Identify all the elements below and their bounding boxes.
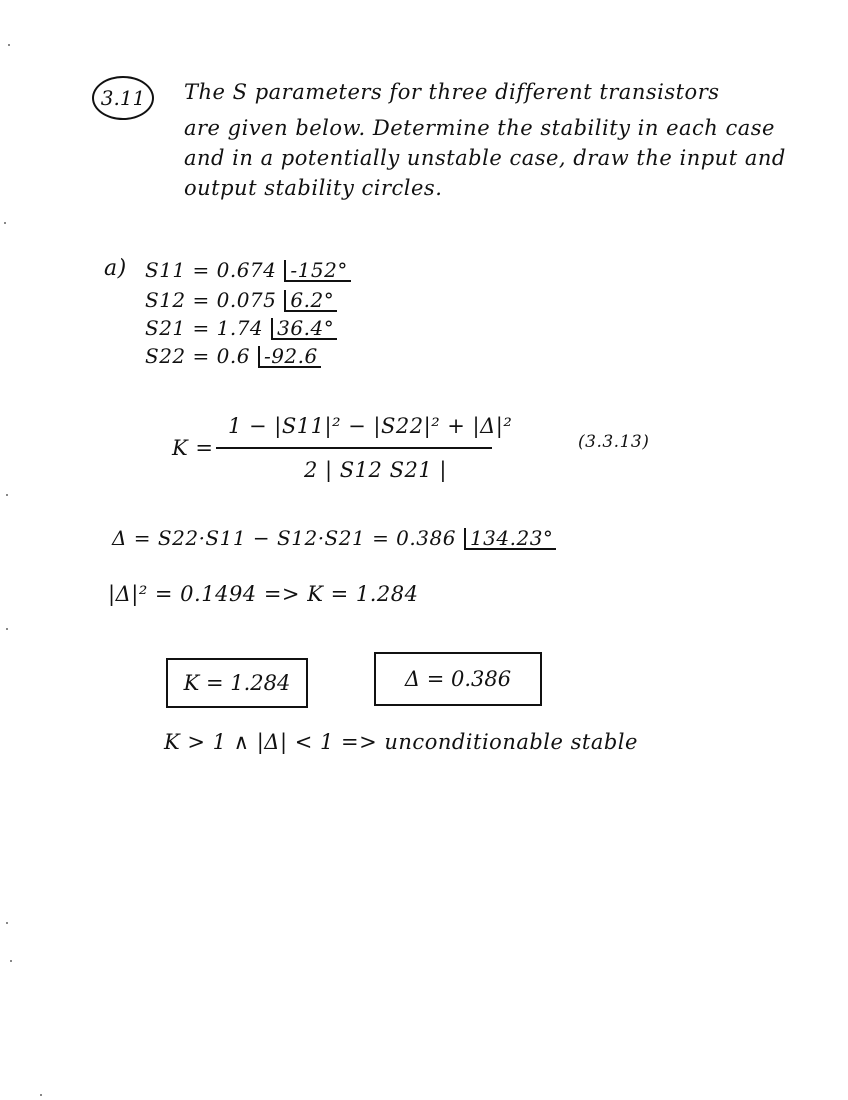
s22-angle: -92.6	[258, 346, 321, 368]
scan-mark	[6, 628, 8, 630]
k-numerator: 1 − |S11|² − |S22|² + |Δ|²	[228, 414, 513, 438]
delta-line	[112, 526, 556, 550]
delta-angle: 134.23°	[464, 528, 556, 550]
scan-mark	[40, 1094, 42, 1096]
s21-angle: 36.4°	[271, 318, 337, 340]
part-a-label: a)	[104, 256, 127, 281]
statement-line-2: are given below. Determine the stability in each case	[184, 116, 775, 140]
delta-squared-line: |Δ|² = 0.1494 => K = 1.284	[108, 582, 419, 606]
s21-line	[145, 316, 337, 340]
delta-result-box	[374, 652, 542, 706]
s21-value: S21 = 1.74	[145, 316, 264, 340]
k-denominator: 2 | S12 S21 |	[304, 458, 447, 482]
s11-line	[145, 258, 351, 282]
stability-conclusion: K > 1 ∧ |Δ| < 1 => unconditionable stable	[164, 730, 638, 754]
scan-mark	[8, 44, 10, 46]
scan-mark	[6, 922, 8, 924]
statement-line-4: output stability circles.	[184, 176, 443, 200]
scan-mark	[10, 960, 12, 962]
scan-mark	[6, 494, 8, 496]
k-result: K = 1.284	[183, 671, 291, 695]
statement-line-1: The S parameters for three different transistors	[184, 80, 720, 104]
k-label: K =	[172, 436, 214, 460]
s11-angle: -152°	[284, 260, 350, 282]
fraction-bar	[216, 447, 492, 449]
s22-value: S22 = 0.6	[145, 344, 250, 368]
scan-mark	[4, 222, 6, 224]
delta-expression: Δ = S22·S11 − S12·S21 = 0.386	[112, 526, 456, 550]
delta-result: Δ = 0.386	[404, 667, 512, 691]
equation-reference: (3.3.13)	[578, 432, 650, 452]
s12-line	[145, 288, 337, 312]
statement-line-3: and in a potentially unstable case, draw the input and	[184, 146, 786, 170]
s22-line	[145, 344, 321, 368]
s12-angle: 6.2°	[284, 290, 337, 312]
problem-number-circle	[92, 76, 154, 120]
k-result-box	[166, 658, 308, 708]
s11-value: S11 = 0.674	[145, 258, 277, 282]
s12-value: S12 = 0.075	[145, 288, 277, 312]
problem-number: 3.11	[100, 86, 146, 110]
